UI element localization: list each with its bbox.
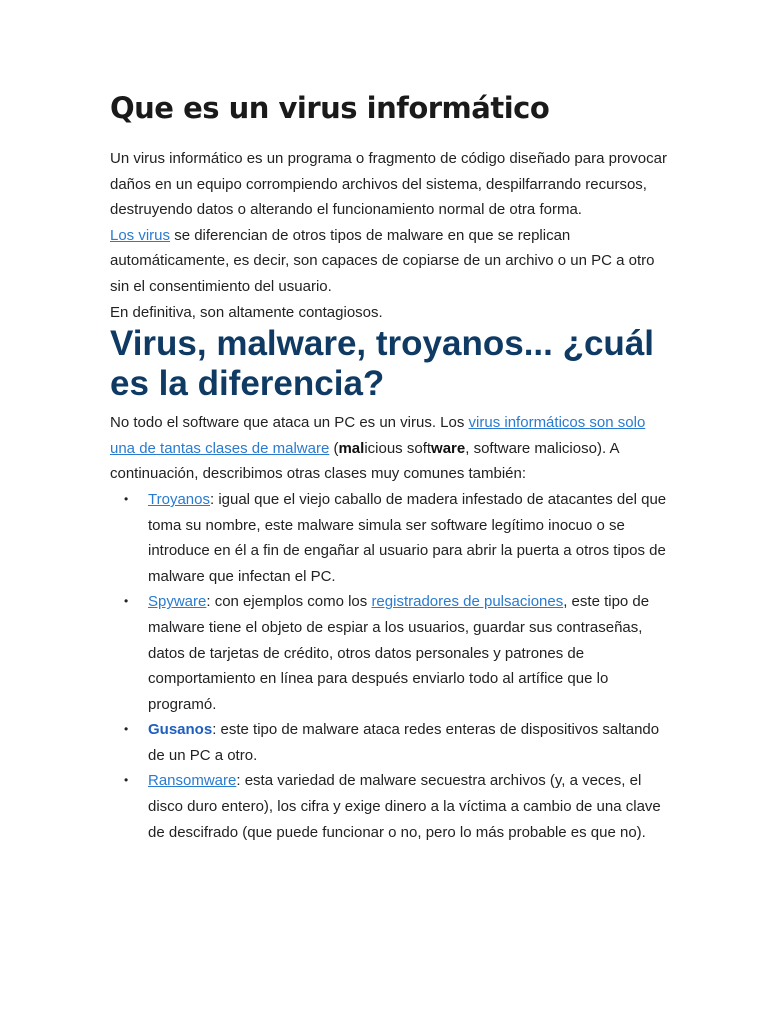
troyanos-text: : igual que el viejo caballo de madera infestado de atacantes del que toma su nombre, este malware simula ser software legítimo inocuo o se introduce en él a fin de engañar al usuario para abrir la puerta a otros tipos de malware que infectan el PC. <box>148 490 667 585</box>
bullet-icon: • <box>124 773 129 788</box>
lead-text-d: , software malicioso). A continuación, describimos otras clases muy comunes también: <box>110 439 619 483</box>
lead-text-b: ( <box>329 439 339 457</box>
troyanos-link[interactable]: Troyanos <box>148 490 210 508</box>
registradores-link[interactable]: registradores de pulsaciones <box>371 593 564 611</box>
gusanos-term: Gusanos <box>148 721 213 739</box>
spyware-link[interactable]: Spyware <box>148 593 207 611</box>
list-item-ransomware <box>110 768 670 845</box>
virus-informaticos-link[interactable]: virus informáticos son solo una de tantas clases de malware <box>110 414 646 457</box>
list-item-spyware <box>110 589 670 717</box>
malware-types-list <box>110 487 670 845</box>
ransomware-link[interactable]: Ransomware <box>148 772 237 790</box>
lead-bold-ware: ware <box>431 439 466 457</box>
bullet-icon: • <box>124 594 129 609</box>
los-virus-link[interactable]: Los virus <box>110 226 171 244</box>
list-item-gusanos <box>110 717 670 768</box>
lead-text-c: icious soft <box>364 439 432 457</box>
intro-paragraph-3: En definitiva, son altamente contagiosos. <box>110 303 383 321</box>
section-lead-paragraph <box>110 410 670 487</box>
lead-bold-mal: mal <box>338 439 365 457</box>
intro-paragraph-1: Un virus informático es un programa o fragmento de código diseñado para provocar daños en un equipo corrompiendo archivos del sistema, despilfarrando recursos, destruyendo datos o alterando el funcionamiento normal de otra forma. <box>110 150 667 219</box>
bullet-icon: • <box>124 491 129 506</box>
gusanos-text: : este tipo de malware ataca redes enteras de dispositivos saltando de un PC a otro. <box>148 721 660 764</box>
intro-paragraph-2-text: se diferencian de otros tipos de malware en que se replican automáticamente, es decir, son capaces de copiarse de un archivo o un PC a otro sin el consentimiento del usuario. <box>110 226 655 295</box>
bullet-icon: • <box>124 722 129 737</box>
spyware-text-b: , este tipo de malware tiene el objeto de espiar a los usuarios, guardar sus contraseñas, datos de tarjetas de crédito, otros datos personales y patrones de comportamiento en línea para después enviarlo todo al artífice que lo programó. <box>148 593 650 713</box>
lead-text-a: No todo el software que ataca un PC es un virus. Los <box>110 414 469 432</box>
page-title: Que es un virus informático <box>110 91 550 125</box>
spyware-text-a: : con ejemplos como los <box>206 593 372 611</box>
section-heading: Virus, malware, troyanos... ¿cuál es la diferencia? <box>110 324 655 404</box>
intro-paragraph-2 <box>110 223 670 300</box>
list-item-troyanos <box>110 487 670 589</box>
ransomware-text: : esta variedad de malware secuestra archivos (y, a veces, el disco duro entero), los cifra y exige dinero a la víctima a cambio de una clave de descifrado (que puede funcionar o no, pero lo más probable es que no). <box>148 772 661 841</box>
document-page <box>110 86 670 845</box>
